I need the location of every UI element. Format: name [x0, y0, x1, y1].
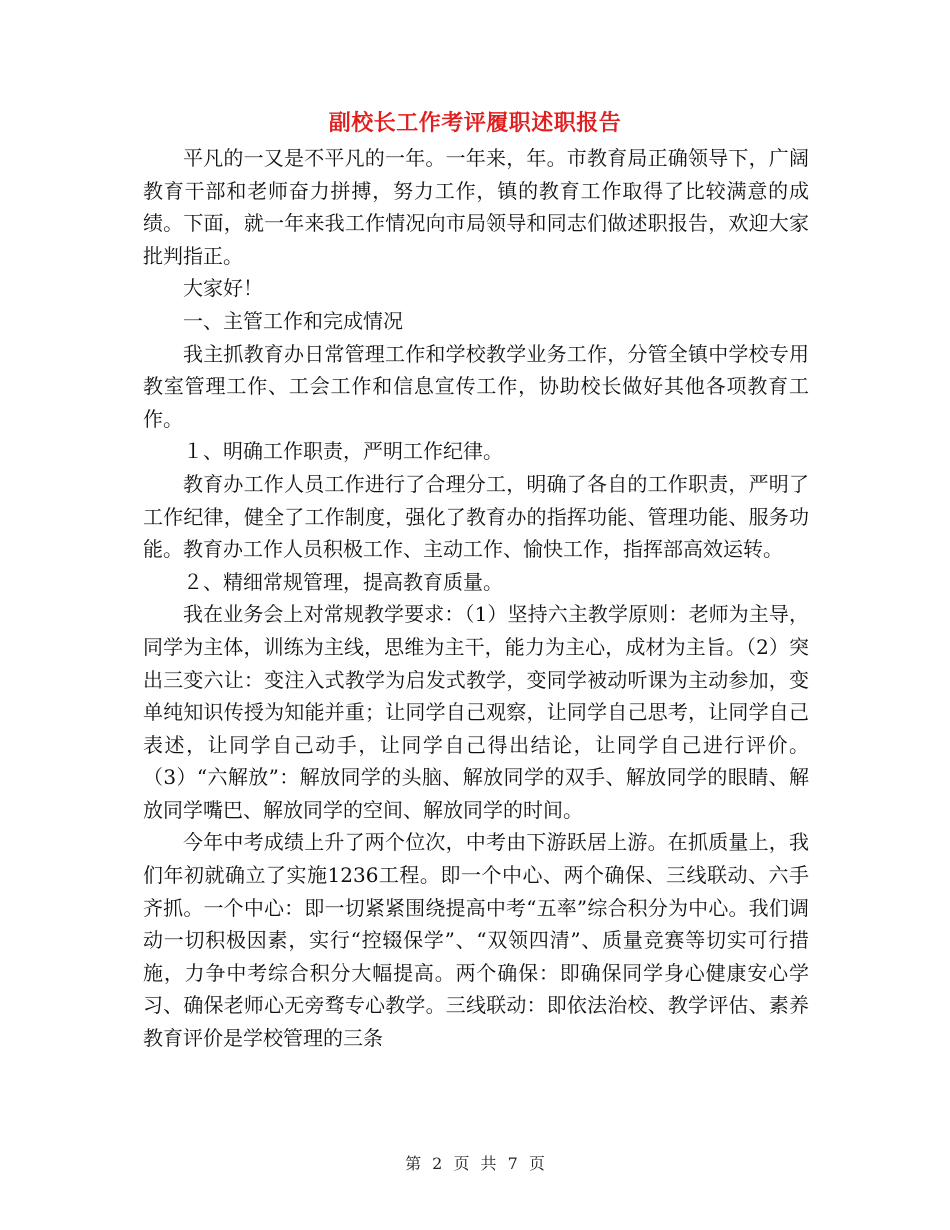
- paragraph-intro: 平凡的一又是不平凡的一年。一年来，年。市教育局正确领导下，广阔教育干部和老师奋力拼搏，努力工作，镇的教育工作取得了比较满意的成绩。下面，就一年来我工作情况向市局领导和同志们做述职报告，欢迎大家批判指正。: [143, 146, 809, 268]
- paragraph-exam-results: 今年中考成绩上升了两个位次，中考由下游跃居上游。在抓质量上，我们年初就确立了实施1236工程。即一个中心、两个确保、三线联动、六手齐抓。一个中心：即一切紧紧围绕提高中考“五率”综合积分为中心。我们调动一切积极因素，实行“控辍保学”、“双领四清”、质量竞赛等切实可行措施，力争中考综合积分大幅提高。两个确保：即确保同学身心健康安心学习、确保老师心无旁骛专心教学。三线联动：即依法治校、教学评估、素养教育评价是学校管理的三条: [143, 830, 809, 1051]
- page-number-footer: 第 2 页 共 7 页: [405, 1154, 545, 1173]
- subheading-1: １、明确工作职责，严明工作纪律。: [183, 439, 503, 464]
- section-heading-1: 一、主管工作和完成情况: [183, 308, 403, 333]
- paragraph-responsibilities: 我主抓教育办日常管理工作和学校教学业务工作，分管全镇中学校专用教室管理工作、工会工作和信息宣传工作，协助校长做好其他各项教育工作。: [143, 341, 809, 431]
- paragraph-greeting: 大家好！: [183, 276, 263, 301]
- paragraph-teaching-requirements: 我在业务会上对常规教学要求：（1）坚持六主教学原则：老师为主导，同学为主体，训练为主线，思维为主干，能力为主心，成材为主旨。（2）突出三变六让：变注入式教学为启发式教学，变同学被动听课为主动参加，变单纯知识传授为知能并重；让同学自己观察，让同学自己思考，让同学自己表述，让同学自己动手，让同学自己得出结论，让同学自己进行评价。（3）“六解放”：解放同学的头脑、解放同学的双手、解放同学的眼睛、解放同学嘴巴、解放同学的空间、解放同学的时间。: [143, 602, 809, 822]
- paragraph-office-staff: 教育办工作人员工作进行了合理分工，明确了各自的工作职责，严明了工作纪律，健全了工作制度，强化了教育办的指挥功能、管理功能、服务功能。教育办工作人员积极工作、主动工作、愉快工作，指挥部高效运转。: [143, 471, 809, 562]
- document-title: 副校长工作考评履职述职报告: [328, 110, 622, 136]
- document-body: [143, 142, 809, 1055]
- subheading-2: ２、精细常规管理，提高教育质量。: [183, 569, 503, 594]
